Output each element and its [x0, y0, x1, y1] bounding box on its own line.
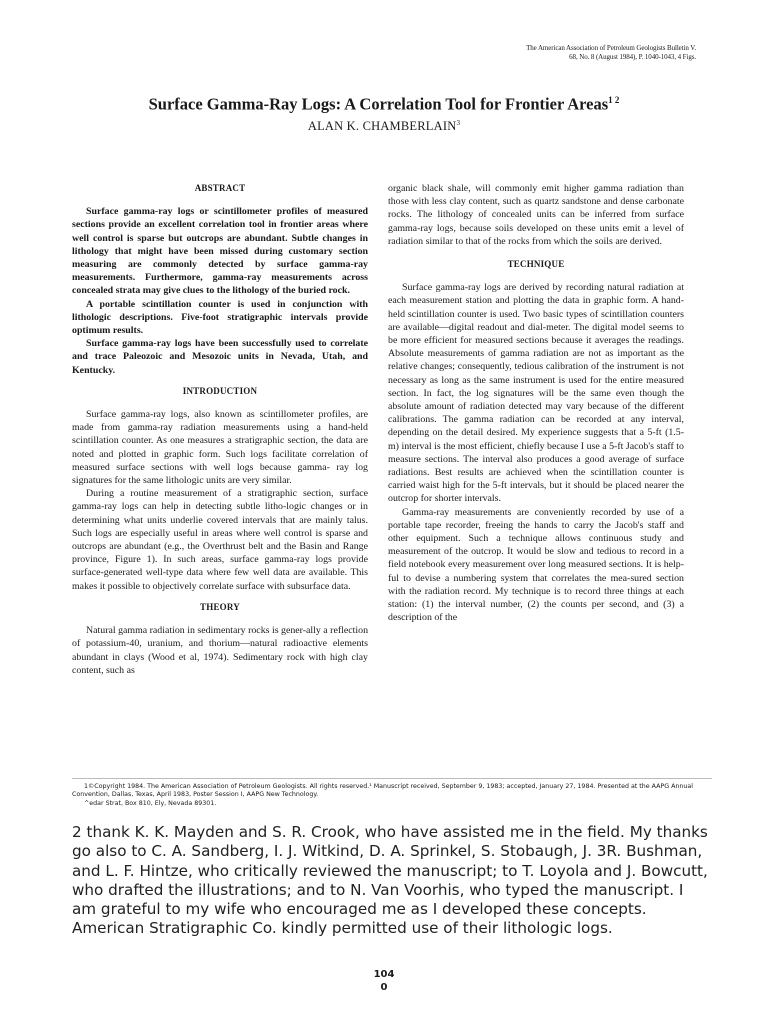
- theory-continued-paragraph: organic black shale, will commonly emit higher gamma radiation than those with less clay content, such as quartz sandstone and dense carbonate rocks. The lithology of concealed units can be inferred from surface gamma-ray logs, because soils developed on these units emit a level of radiation similar to that of the rocks from which the soils are derived.: [388, 183, 684, 247]
- abstract-paragraph: Surface gamma-ray logs have been successfully used to correlate and trace Paleozoic and Mesozoic units in Nevada, Utah, and Kentucky.: [72, 338, 368, 376]
- theory-heading: THEORY: [200, 601, 240, 612]
- footnote-address: ^edar Strat, Box 810, Ely, Nevada 89301.: [84, 799, 217, 807]
- paper-title: [0, 90, 768, 115]
- introduction-heading: INTRODUCTION: [182, 385, 258, 396]
- right-column: [388, 182, 684, 625]
- page-number-line2: 0: [380, 982, 388, 993]
- footnote-copyright: 1©Copyright 1984. The American Association of Petroleum Geologists. All rights reserved.¹ Manuscript received, September 9, 1983; accepted, January 27, 1984. Presented at the AAPG Annual Convention, Dallas, Texas, April 1983, Poster Session I, AAPG New Technology.: [72, 783, 693, 799]
- author-line: [0, 119, 768, 134]
- page-number-line1: 104: [373, 969, 395, 980]
- technique-paragraph: Gamma-ray measurements are conveniently recorded by use of a portable tape recorder, freeing the hands to carry the Jacob's staff and other equipment. Such a technique allows continuous study and measurement of the outcrop. It would be slow and tedious to record in a field notebook every measurement over long measured sections. It is help-ful to devise a numbering system that correlates the mea-sured section with the radiation record. My technique is to record three things at each station: (1) the interval number, (2) the counts per second, and (3) a description of the: [388, 506, 684, 624]
- abstract-paragraph: A portable scintillation counter is used in conjunction with lithologic descriptions. Five-foot stratigraphic intervals provide optimum results.: [72, 298, 368, 337]
- theory-paragraph: Natural gamma radiation in sedimentary rocks is gener-ally a reflection of potassium-40, uranium, and thorium—natural radioactive elements abundant in clays (Wood et al, 1974). Sedimentary rock with high clay content, such as: [72, 625, 368, 676]
- technique-paragraph: Surface gamma-ray logs are derived by recording natural radiation at each measurement station and plotting the data in graphic form. A hand-held scintillation counter is used. Two basic types of scintillation counters are available—digital readout and dial-meter. The digital model seems to be more efficient for measured sections because it averages the readings. Absolute measurements of gamma radiation are not as important as the relative changes; consequently, tedious calibration of the instrument is not necessary as long as the same instrument is used for the entire measured section. In fact, the log signatures will be the same even though the absolute amount of radiation detected may vary because of the different calibrations. The gamma radiation can be recorded at any interval, depending on the detail desired. My experience suggests that a 5-ft (1.5-m) interval is the most efficient, chiefly because I use a 5-ft Jacob's staff to measure sections. The interval also produces a good average of surface radiations. Best results are achieved when the scintillation counter is carried waist high for the 5-ft intervals, but it should be placed nearer the outcrop for shorter intervals.: [388, 282, 684, 505]
- paper-title-footnote-marks: 1 2: [608, 95, 620, 105]
- left-column: [72, 182, 368, 677]
- technique-heading: TECHNIQUE: [507, 259, 565, 270]
- paper-title-text: Surface Gamma-Ray Logs: A Correlation Tool for Frontier Areas: [148, 94, 609, 114]
- abstract-paragraph: Surface gamma-ray logs or scintillometer profiles of measured sections provide an excellent correlation tool in frontier areas where well control is sparse but outcrops are abundant. Subtle changes in lithology that might have been missed during customary section measuring are commonly detected by surface gamma-ray measurements. Furthermore, gamma-ray measurements across concealed strata may give clues to the lithology of the buried rock.: [72, 206, 368, 297]
- journal-citation: [456, 44, 696, 62]
- journal-citation-line1: The American Association of Petroleum Geologists Bulletin V.: [526, 44, 696, 52]
- author-footnote-mark: 3: [456, 119, 461, 127]
- acknowledgment-text: 2 thank K. K. Mayden and S. R. Crook, who have assisted me in the field. My thanks go also to C. A. Sandberg, I. J. Witkind, D. A. Sprinkel, S. Stobaugh, J. 3R. Bushman, and L. F. Hintze, who critically reviewed the manuscript; to T. Loyola and J. Bowcutt, who drafted the illustrations; and to N. Van Voorhis, who typed the manuscript. I am grateful to my wife who encouraged me as I developed these concepts. American Stratigraphic Co. kindly permitted use of their lithologic logs.: [72, 823, 708, 938]
- introduction-paragraph: Surface gamma-ray logs, also known as scintillometer profiles, are made from gamma-ray radiation measurements using a hand-held scintillation counter. As one measures a stratigraphic section, the data are noted and plotted in graphic form. Such logs facilitate correlation of measured surface sections with well logs because gamma- ray log signatures for the same lithologic units are very similar.: [72, 409, 368, 487]
- introduction-paragraph: During a routine measurement of a stratigraphic section, surface gamma-ray logs can help in detecting subtle litho-logic changes or in determining what units underlie covered intervals that are mainly talus. Such logs are especially useful in areas where well control is sparse and outcrops are abundant (e.g., the Overthrust belt and the Basin and Range province, Figure 1). In such areas, surface gamma-ray logs provide surface-generated well-type data where few well data are available. This makes it possible to objectively correlate surface with subsurface data.: [72, 488, 368, 592]
- author-name: ALAN K. CHAMBERLAIN: [307, 119, 457, 134]
- abstract-body: [72, 205, 368, 377]
- page-number: [0, 968, 768, 994]
- footnotes: [72, 778, 712, 808]
- abstract-heading: ABSTRACT: [194, 183, 246, 193]
- journal-citation-line2: 68, No. 8 (August 1984), P. 1040-1043, 4 Figs.: [569, 53, 696, 61]
